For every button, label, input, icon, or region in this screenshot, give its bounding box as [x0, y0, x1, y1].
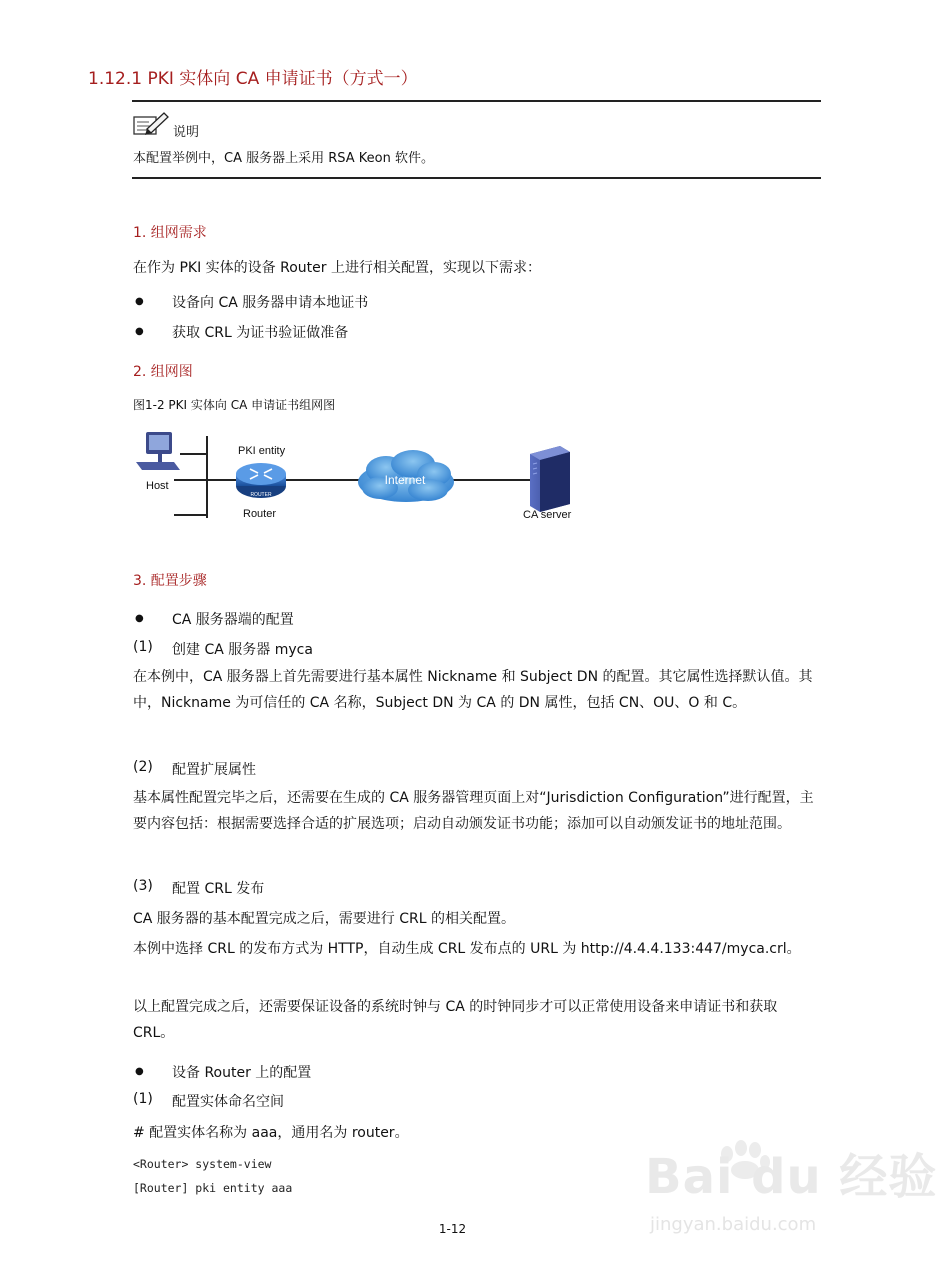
ca-server-label: CA server: [523, 509, 572, 521]
steps-heading: 3. 配置步骤: [133, 573, 207, 589]
req-bullet-1: 设备向 CA 服务器申请本地证书: [172, 295, 369, 311]
ca-server-icon: [530, 446, 570, 512]
router-label: Router: [243, 508, 277, 520]
step-3-body-3: 以上配置完成之后，还需要保证设备的系统时钟与 CA 的时钟同步才可以正常使用设备来申请证书和获取 CRL。: [133, 999, 778, 1041]
step-2-body: 基本属性配置完毕之后，还需要在生成的 CA 服务器管理页面上对“Jurisdiction Configuration”进行配置，主要内容包括：根据需要选择合适的扩展选项；启动自动颁发证书功能；添加可以自动颁发证书的地址范围。: [133, 790, 814, 832]
note-text: 本配置举例中，CA 服务器上采用 RSA Keon 软件。: [133, 151, 434, 166]
figure-caption: 图1-2 PKI 实体向 CA 申请证书组网图: [133, 398, 336, 412]
page-number: 1-12: [438, 1222, 467, 1236]
diagram-heading: 2. 组网图: [133, 364, 193, 380]
step-3-body-2: 本例中选择 CRL 的发布方式为 HTTP，自动生成 CRL 发布点的 URL 为 http://4.4.4.133:447/myca.crl。: [133, 941, 801, 957]
rule-top: [132, 100, 821, 102]
note-pencil-icon: [133, 111, 169, 137]
code-line-2: [Router] pki entity aaa: [133, 1181, 293, 1195]
section-title: 1.12.1 PKI 实体向 CA 申请证书（方式一）: [88, 69, 418, 89]
network-diagram: [128, 426, 648, 526]
router-step-1-title: 配置实体命名空间: [172, 1094, 284, 1110]
req-intro: 在作为 PKI 实体的设备 Router 上进行相关配置，实现以下需求：: [133, 260, 541, 276]
router-config-bullet: 设备 Router 上的配置: [172, 1065, 312, 1081]
ca-config-bullet: CA 服务器端的配置: [172, 612, 294, 628]
step-3-body-1: CA 服务器的基本配置完成之后，需要进行 CRL 的相关配置。: [133, 911, 516, 927]
step-2-num: (2): [133, 759, 153, 775]
step-1-body: 在本例中，CA 服务器上首先需要进行基本属性 Nickname 和 Subject DN 的配置。其它属性选择默认值。其中，Nickname 为可信任的 CA 名称，Subject DN 为 CA 的 DN 属性，包括 CN、OU、O 和 C。: [133, 669, 813, 711]
bullet-dot: ●: [135, 1066, 144, 1077]
router-step-1-comment: # 配置实体名称为 aaa，通用名为 router。: [133, 1125, 409, 1141]
step-2-title: 配置扩展属性: [172, 762, 256, 778]
bullet-dot: ●: [135, 296, 144, 307]
router-step-1-num: (1): [133, 1091, 153, 1107]
host-pc-icon: [136, 432, 180, 470]
bullet-dot: ●: [135, 326, 144, 337]
host-label: Host: [146, 480, 169, 492]
step-1-title: 创建 CA 服务器 myca: [172, 642, 313, 658]
step-3-num: (3): [133, 878, 153, 894]
internet-label: Internet: [384, 473, 426, 487]
watermark-logo: Bai du 经验: [645, 1149, 937, 1205]
pki-entity-label: PKI entity: [238, 445, 286, 457]
step-1-num: (1): [133, 639, 153, 655]
code-line-1: <Router> system-view: [133, 1157, 272, 1171]
rule-bottom: [132, 177, 821, 179]
watermark-url: jingyan.baidu.com: [650, 1214, 817, 1235]
step-3-title: 配置 CRL 发布: [172, 881, 265, 897]
lan-bus: [174, 436, 236, 518]
router-badge: ROUTER: [250, 492, 272, 498]
req-heading: 1. 组网需求: [133, 225, 207, 241]
note-label: 说明: [173, 125, 200, 140]
req-bullet-2: 获取 CRL 为证书验证做准备: [172, 325, 349, 341]
bullet-dot: ●: [135, 613, 144, 624]
